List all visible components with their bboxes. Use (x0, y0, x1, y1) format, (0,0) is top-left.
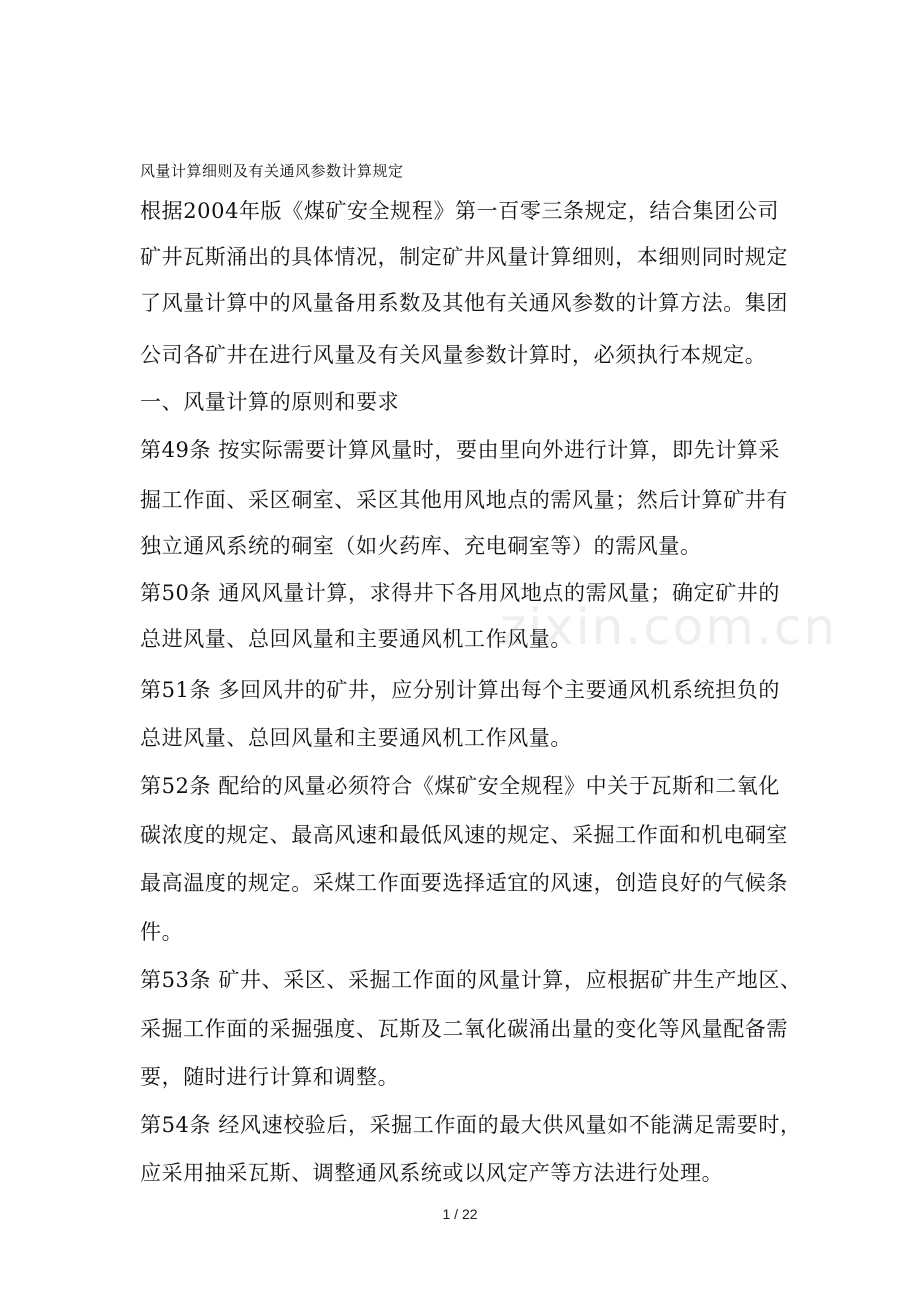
text-line: 第52条 配给的风量必须符合《煤矿安全规程》中关于瓦斯和二氧化 (140, 774, 780, 798)
text-line: 总进风量、总回风量和主要通风机工作风量。 (140, 627, 572, 651)
text-line: 第50条 通风风量计算，求得井下各用风地点的需风量；确定矿井的 (140, 581, 780, 605)
text-line: 碳浓度的规定、最高风速和最低风速的规定、采掘工作面和机电硐室 (140, 823, 788, 847)
text-line: 了风量计算中的风量备用系数及其他有关通风参数的计算方法。集团 (140, 291, 788, 315)
text-line: 第49条 按实际需要计算风量时，要由里向外进行计算，即先计算采 (140, 438, 780, 462)
text-line: 掘工作面、采区硐室、采区其他用风地点的需风量；然后计算矿井有 (140, 488, 788, 512)
page-number: 1 / 22 (442, 1206, 478, 1222)
text-line: 第53条 矿井、采区、采掘工作面的风量计算，应根据矿井生产地区、 (140, 968, 802, 992)
text-line: 矿井瓦斯涌出的具体情况，制定矿井风量计算细则，本细则同时规定 (140, 245, 788, 269)
text-line: 应采用抽采瓦斯、调整通风系统或以风定产等方法进行处理。 (140, 1161, 724, 1185)
text-line: 件。 (140, 920, 184, 944)
text-line: 第51条 多回风井的矿井，应分别计算出每个主要通风机系统担负的 (140, 678, 780, 702)
text-line: 独立通风系统的硐室（如火药库、充电硐室等）的需风量。 (140, 534, 702, 558)
document-title: 风量计算细则及有关通风参数计算规定 (140, 162, 404, 180)
text-line: 总进风量、总回风量和主要通风机工作风量。 (140, 726, 572, 750)
text-line: 采掘工作面的采掘强度、瓦斯及二氧化碳涌出量的变化等风量配备需 (140, 1017, 788, 1041)
text-line: 最高温度的规定。采煤工作面要选择适宜的风速，创造良好的气候条 (140, 871, 788, 895)
text-line: 公司各矿井在进行风量及有关风量参数计算时，必须执行本规定。 (140, 343, 767, 367)
text-line: 根据2004年版《煤矿安全规程》第一百零三条规定，结合集团公司 (140, 199, 780, 223)
text-line: 要，随时进行计算和调整。 (140, 1065, 400, 1089)
watermark: zixin.com.cn (500, 598, 838, 656)
text-line: 第54条 经风速校验后，采掘工作面的最大供风量如不能满足需要时， (140, 1113, 802, 1137)
section-heading: 一、风量计算的原则和要求 (140, 390, 400, 414)
